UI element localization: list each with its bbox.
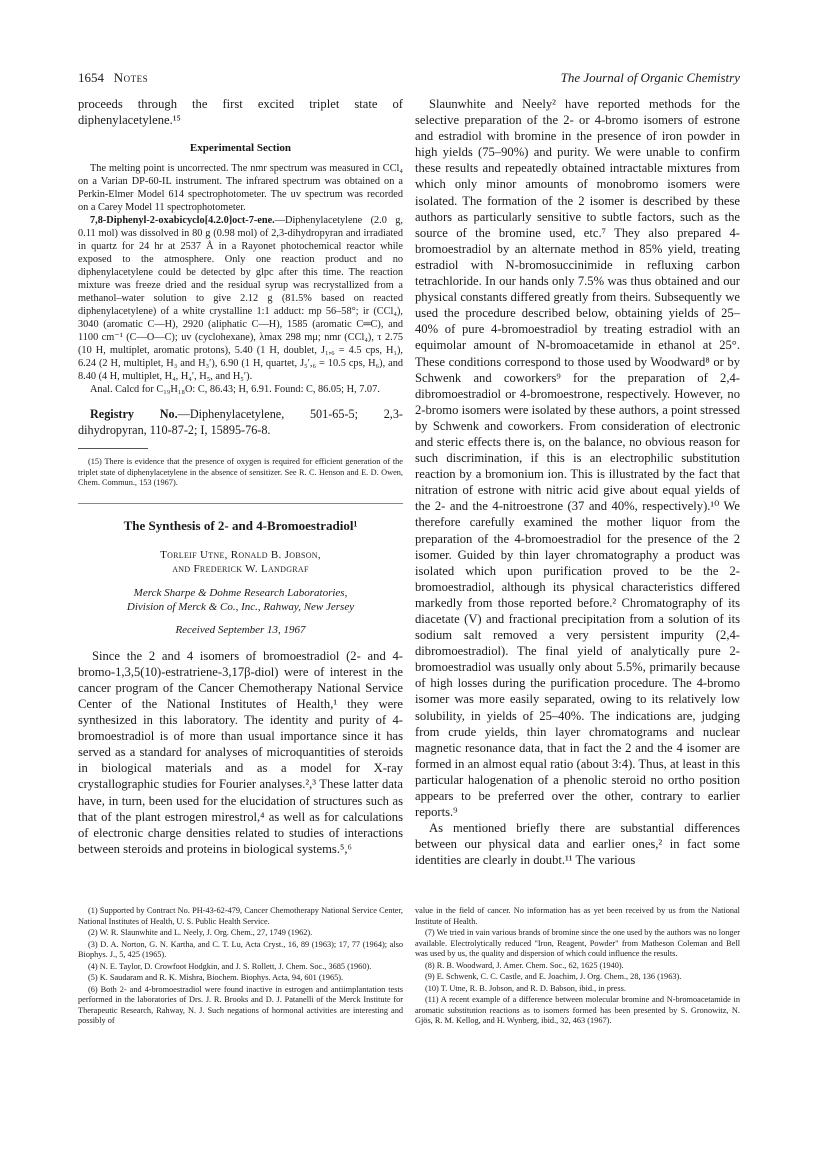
- page-header: [78, 70, 740, 86]
- right-column: [415, 96, 740, 869]
- footnote-6: (6) Both 2- and 4-bromoestradiol were found inactive in estrogen and antiimplantation tests performed in the laboratories of Drs. J. R. Brooks and D. J. Patanelli of the Merck Institute for Therapeutic Research, Rahway, N. J. Such negations of hormonal activities are interesting and possibly of: [78, 984, 403, 1025]
- intro-paragraph: proceeds through the first excited triplet state of diphenylacetylene.¹⁵: [78, 97, 403, 128]
- compound-procedure: —Diphenylacetylene (2.0 g, 0.11 mol) was dissolved in 80 g (0.98 mol) of 2,3-dihydropyran and irradiated in quartz for 24 hr at 2537 Å in a Rayonet photochemical reactor while exposed to the atmosphere. Only one reaction product and no diphenylacetylene could be detected by glpc after this time. The reaction mixture was freeze dried and the residual syrup was recrystallized from a methanol–water solution to give 2.12 g (81.5% based on reacted diphenylacetylene) of a white crystalline 1:1 adduct: mp 56–58°; ir (CCl₄), 3040 (aromatic C—H), 2920 (aliphatic C—H), 1585 (aromatic C═C), and 1100 cm⁻¹ (C—O—C); uv (cyclohexane), λmax 298 mμ; nmr (CCl₄), τ 2.75 (10 H, multiplet, aromatic protons), 5.40 (1 H, doublet, J₁,₆ = 4.5 cps, H₁), 6.24 (2 H, multiplet, H₃ and H₃′), 6.90 (1 H, quartet, J₅′,₆ = 10.5 cps, H₆), and 8.40 (4 H, multiplet, H₄, H₄′, H₅, and H₅′).: [78, 215, 403, 383]
- registry-text: —Diphenylacetylene, 501-65-5; 2,3-dihydropyran, 110-87-2; I, 15895-76-8.: [78, 407, 403, 438]
- footnotes-left: [78, 906, 403, 1028]
- footnote-9: (9) E. Schwenk, C. C. Castle, and E. Joachim, J. Org. Chem., 28, 136 (1963).: [425, 972, 682, 981]
- experimental-paragraph-2: [78, 214, 403, 383]
- footnote-11: (11) A recent example of a difference between molecular bromine and N-bromoacetamide in aromatic substitution reactions as to isomers formed has been presented by S. Gronowitz, N. Gjös, R. M. Kellog, and H. Wynberg, ibid., 32, 463 (1967).: [415, 995, 740, 1025]
- body-paragraph-3: As mentioned briefly there are substantial differences between our physical data and earlier ones,² in fact some identities are clearly in doubt.¹¹ The various: [415, 821, 740, 868]
- registry-label: Registry No.: [90, 407, 178, 422]
- footnote-3: (3) D. A. Norton, G. N. Kartha, and C. T. Lu, Acta Cryst., 16, 89 (1963); 17, 77 (1964); also Biophys. J., 5, 425 (1965).: [78, 939, 403, 959]
- footnote-2: (2) W. R. Slaunwhite and L. Neely, J. Org. Chem., 27, 1749 (1962).: [88, 928, 313, 937]
- page-number-section: [78, 70, 148, 86]
- experimental-heading: Experimental Section: [189, 142, 292, 155]
- affiliation-line-2: Division of Merck & Co., Inc., Rahway, New Jersey: [126, 600, 355, 613]
- authors-line-1: Torleif Utne, Ronald B. Jobson,: [160, 548, 321, 561]
- compound-name: 7,8-Diphenyl-2-oxabicyclo[4.2.0]oct-7-ene.: [90, 215, 275, 227]
- article-divider: [78, 503, 403, 504]
- section-name: Notes: [113, 70, 149, 85]
- footnote-7: (7) We tried in vain various brands of bromine since the one used by the authors was no longer available. Electrolytically reduced "Iron, Reagent, Powder" from Matheson Coleman and Bell was used by us, the quality and dispersion of which could influence the results.: [415, 928, 740, 958]
- registry-numbers: [78, 406, 403, 438]
- experimental-paragraph-1: The melting point is uncorrected. The nmr spectrum was measured in CCl₄ on a Varian DP-60-IL instrument. The infrared spectrum was obtained on a Perkin-Elmer Model 614 spectrophotometer. The uv spectrum was recorded on a Carey Model 11 spectrophotometer.: [78, 163, 403, 214]
- footnote-15: (15) There is evidence that the presence of oxygen is required for efficient generation of the triplet state of diphenylacetylene in the absence of sensitizer. See R. C. Henson and E. D. Owen, Chem. Commun., 153 (1967).: [78, 457, 403, 488]
- footnote-10: (10) T. Utne, R. B. Jobson, and R. D. Babson, ibid., in press.: [425, 983, 626, 993]
- footnote-divider: [78, 448, 148, 449]
- footnote-1: (1) Supported by Contract No. PH-43-62-479, Cancer Chemotherapy National Service Center, National Institutes of Health, U. S. Public Health Service.: [78, 906, 403, 926]
- left-column: [78, 96, 403, 857]
- footnote-5: (5) K. Saudaram and R. K. Mishra, Biochem. Biophys. Acta, 94, 601 (1965).: [88, 973, 344, 982]
- journal-name: The Journal of Organic Chemistry: [560, 70, 740, 85]
- footnote-6-continued: value in the field of cancer. No information has as yet been received by us from the National Institute of Health.: [415, 906, 740, 926]
- article-title: The Synthesis of 2- and 4-Bromoestradiol¹: [123, 517, 358, 533]
- footnotes-right: [415, 906, 740, 1028]
- analysis-paragraph: Anal. Calcd for C₁₉H₁₈O: C, 86.43; H, 6.91. Found: C, 86.05; H, 7.07.: [90, 384, 380, 396]
- footnote-4: (4) N. E. Taylor, D. Crowfoot Hodgkin, and J. S. Rollett, J. Chem. Soc., 3685 (1960).: [88, 961, 372, 971]
- authors-line-2: and Frederick W. Landgraf: [172, 562, 309, 575]
- body-paragraph-1: Since the 2 and 4 isomers of bromoestradiol (2- and 4-bromo-1,3,5(10)-estratriene-3,17β-diol) were of interest in the cancer program of the Cancer Chemotherapy National Service Center of the National Institutes of Health,¹ they were synthesized in this laboratory. The identity and purity of 4-bromoestradiol is of more than usual importance since it has served as a standard for analyses of microquantities of steroids in biological materials and as a model for X-ray crystallographic studies for Fourier analyses.²,³ These latter data have, in turn, been used for the elucidation of structures such as that of the plant estrogen mirestrol,⁴ as well as for calculations of electronic charge densities related to studies of interactions between steroids and proteins in biological systems.⁵,⁶: [78, 648, 403, 856]
- body-paragraph-2: Slaunwhite and Neely² have reported methods for the selective preparation of the 2- or 4-bromo isomers of estrone and estradiol with bromine in the presence of iron powder in high yields (75–90%) and purity. We were unable to confirm these results and repeatedly obtained intractable mixtures from which only minor amounts of monobromo isomers were isolated. The formation of the 2 isomer is described by these authors as particularly sensitive to subtle factors, such as the source of the bromine used, etc.⁷ They also prepared 4-bromoestradiol by an alternate method in 85% yield, treating estradiol with N-bromosuccinimide in refluxing carbon tetrachloride. In our hands only 7.5% was thus obtained and our physical constants differed greatly from theirs. Subsequently we used the procedure described below, obtaining yields of 25–40% of pure 4-bromoestradiol by treating estradiol with an equimolar amount of N-bromoacetamide in ethanol at 25°. These conditions correspond to those used by Woodward⁸ or by Schwenk and coworkers⁹ for the preparation of 2,4-dibromoestradiol or 4-bromoestrone, respectively. However, no 2-bromo isomers were isolated by these authors, a point stressed by Schwenk and coworkers. From consideration of electronic and steric effects there is, on the balance, no obvious reason for such discrimination, if this is an electrophilic substitution reaction by a bromonium ion. This is illustrated by the fact that nitration of estrone with nitric acid give about equal yields of the 2- and the 4-nitroestrone (37 and 40%, respectively).¹⁰ We therefore carefully examined the mother liquor from the preparation of the 4-bromoestradiol for the presence of the 2 isomer. Guided by thin layer chromatography a product was isolated which upon purification proved to be the 2-bromoestradiol, although its physical characteristics differed markedly from those reported before.² Chromatography of its diacetate (V) and fractional precipitation from a solution of its sodium salt removed a very persistent impurity (2,4-dibromoestradiol). The final yield of analytically pure 2-bromoestradiol was usually only about 5.5%, primarily because of high losses during the purification procedure. The 4-bromo isomer was more easily separated, owing to its relatively low solubility, in yields of 25–40%. The indications are, judging from crude yields, thin layer chromatograms and nuclear magnetic resonance data, that in fact the 2 and the 4 isomer are formed in an almost equal ratio (about 3:4). Thus, at least in this particular halogenation of a phenolic steroid no ortho position appears to be preferred over the other, contrary to earlier reports.⁹: [415, 97, 740, 820]
- footnote-8: (8) R. B. Woodward, J. Amer. Chem. Soc., 62, 1625 (1940).: [425, 960, 624, 970]
- received-date: Received September 13, 1967: [175, 623, 306, 636]
- affiliation-line-1: Merck Sharpe & Dohme Research Laboratories,: [133, 586, 348, 599]
- page-number: 1654: [78, 70, 104, 85]
